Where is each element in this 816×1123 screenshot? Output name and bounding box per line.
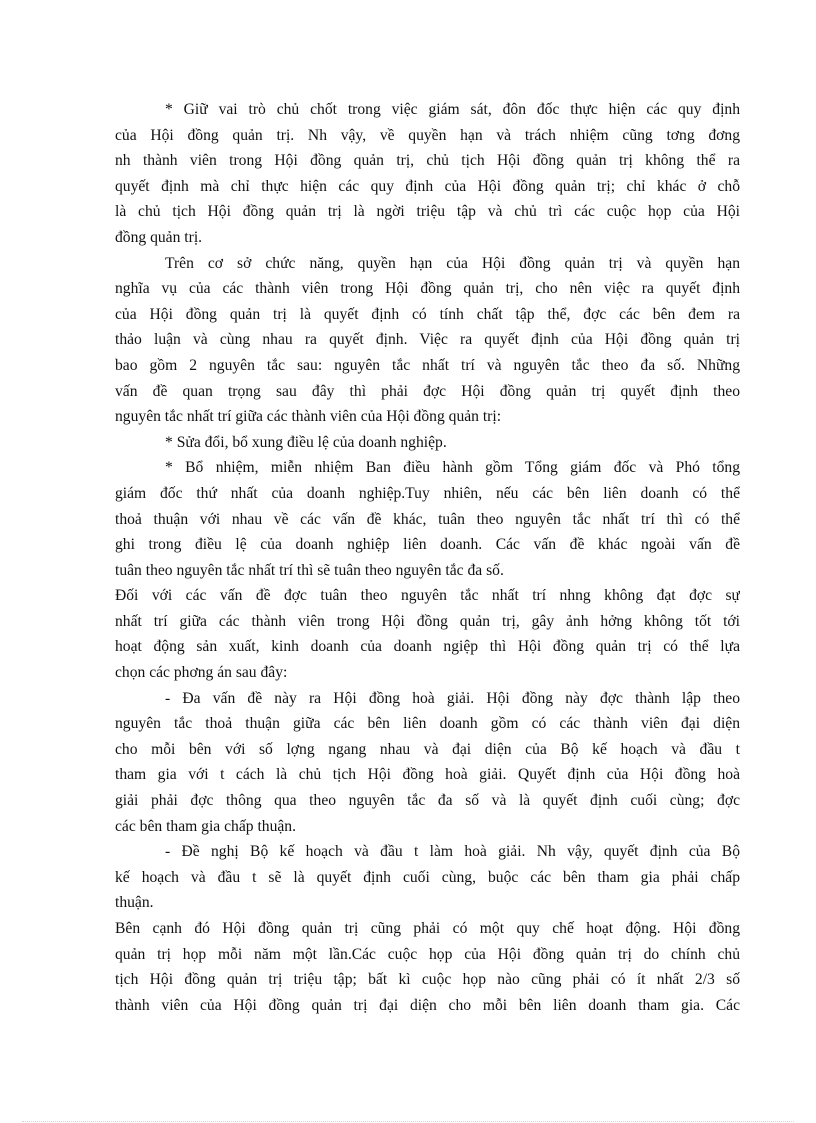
text-line: giám đốc thứ nhất của doanh nghiệp.Tuy nhiên, nếu các bên liên doanh có thể bbox=[115, 484, 740, 502]
text-line: thoả thuận với nhau về các vấn đề khác, tuân theo nguyên tắc nhất trí thì có thể bbox=[115, 510, 740, 528]
text-line: cho mỗi bên với số lợng ngang nhau và đại diện của Bộ kế hoạch và đầu t bbox=[115, 740, 740, 758]
text-line: Bên cạnh đó Hội đồng quản trị cũng phải có một quy chế hoạt động. Hội đồng bbox=[115, 920, 740, 937]
page-bottom-rule bbox=[22, 1121, 794, 1122]
text-line: nhất trí giữa các thành viên trong Hội đồng quản trị, gây ảnh hởng không tốt tới bbox=[115, 612, 740, 630]
text-line: quản trị họp mỗi năm một lần.Các cuộc họp của Hội đồng quản trị do chính chủ bbox=[115, 945, 740, 963]
text-line: chọn các phơng án sau đây: bbox=[115, 664, 288, 682]
text-line: Đối với các vấn đề đợc tuân theo nguyên tắc nhất trí nhng không đạt đợc sự bbox=[115, 587, 740, 605]
text-line: tịch Hội đồng quản trị triệu tập; bất kì cuộc họp nào cũng phải có ít nhất 2/3 số bbox=[115, 971, 740, 989]
text-line: - Đề nghị Bộ kế hoạch và đầu t làm hoà giải. Nh vậy, quyết định của Bộ bbox=[165, 843, 740, 861]
text-line: bao gồm 2 nguyên tắc sau: nguyên tắc nhất trí và nguyên tắc theo đa số. Những bbox=[115, 356, 740, 374]
text-line: Trên cơ sở chức năng, quyền hạn của Hội đồng quản trị và quyền hạn bbox=[165, 254, 740, 272]
text-line: là chủ tịch Hội đồng quản trị là ngời triệu tập và chủ trì các cuộc họp của Hội bbox=[115, 203, 740, 221]
text-line: ghi trong điều lệ của doanh nghiệp liên doanh. Các vấn đề khác ngoài vấn đề bbox=[115, 536, 740, 554]
text-line: * Sửa đổi, bổ xung điều lệ của doanh nghiệp. bbox=[165, 433, 447, 451]
text-line: của Hội đồng quản trị. Nh vậy, về quyền hạn và trách nhiệm cũng tơng đơng bbox=[115, 126, 740, 144]
text-line: các bên tham gia chấp thuận. bbox=[115, 817, 296, 835]
text-line: nghĩa vụ của các thành viên trong Hội đồng quản trị, cho nên việc ra quyết định bbox=[115, 280, 740, 298]
text-line: kế hoạch và đầu t sẽ là quyết định cuối cùng, buộc các bên tham gia phải chấp bbox=[115, 868, 740, 886]
text-line: giải phải đợc thông qua theo nguyên tắc đa số và là quyết định cuối cùng; đợc bbox=[115, 792, 740, 810]
text-line: của Hội đồng quản trị là quyết định có tính chất tập thể, đợc các bên đem ra bbox=[115, 305, 740, 323]
text-line: * Bổ nhiệm, miễn nhiệm Ban điều hành gồm Tổng giám đốc và Phó tổng bbox=[165, 459, 740, 477]
text-line: * Giữ vai trò chủ chốt trong việc giám sát, đôn đốc thực hiện các quy định bbox=[165, 101, 740, 118]
text-line: nh thành viên trong Hội đồng quản trị, chủ tịch Hội đồng quản trị không thể ra bbox=[115, 152, 740, 170]
text-line: thành viên của Hội đồng quản trị đại diện cho mỗi bên liên doanh tham gia. Các bbox=[115, 996, 740, 1014]
text-line: nguyên tắc nhất trí giữa các thành viên của Hội đồng quản trị: bbox=[115, 408, 502, 426]
text-line: hoạt động sản xuất, kinh doanh của doanh ngiệp thì Hội đồng quản trị có thể lựa bbox=[115, 638, 740, 656]
text-line: tuân theo nguyên tắc nhất trí thì sẽ tuân theo nguyên tắc đa số. bbox=[115, 561, 504, 579]
text-line: thuận. bbox=[115, 894, 154, 912]
text-line: tham gia với t cách là chủ tịch Hội đồng hoà giải. Quyết định của Hội đồng hoà bbox=[115, 766, 740, 784]
text-line: đồng quản trị. bbox=[115, 228, 203, 246]
text-line: - Đa vấn đề này ra Hội đồng hoà giải. Hội đồng này đợc thành lập theo bbox=[165, 689, 740, 707]
text-line: quyết định mà chỉ thực hiện các quy định của Hội đồng quản trị; chỉ khác ở chỗ bbox=[115, 177, 740, 195]
text-line: nguyên tắc thoả thuận giữa các bên liên doanh gồm có các thành viên đại diện bbox=[115, 715, 740, 733]
text-line: thảo luận và cùng nhau ra quyết định. Việc ra quyết định của Hội đồng quản trị bbox=[115, 331, 740, 349]
text-line: vấn đề quan trọng sau đây thì phải đợc Hội đồng quản trị quyết định theo bbox=[115, 382, 740, 400]
document-body bbox=[115, 97, 740, 1018]
